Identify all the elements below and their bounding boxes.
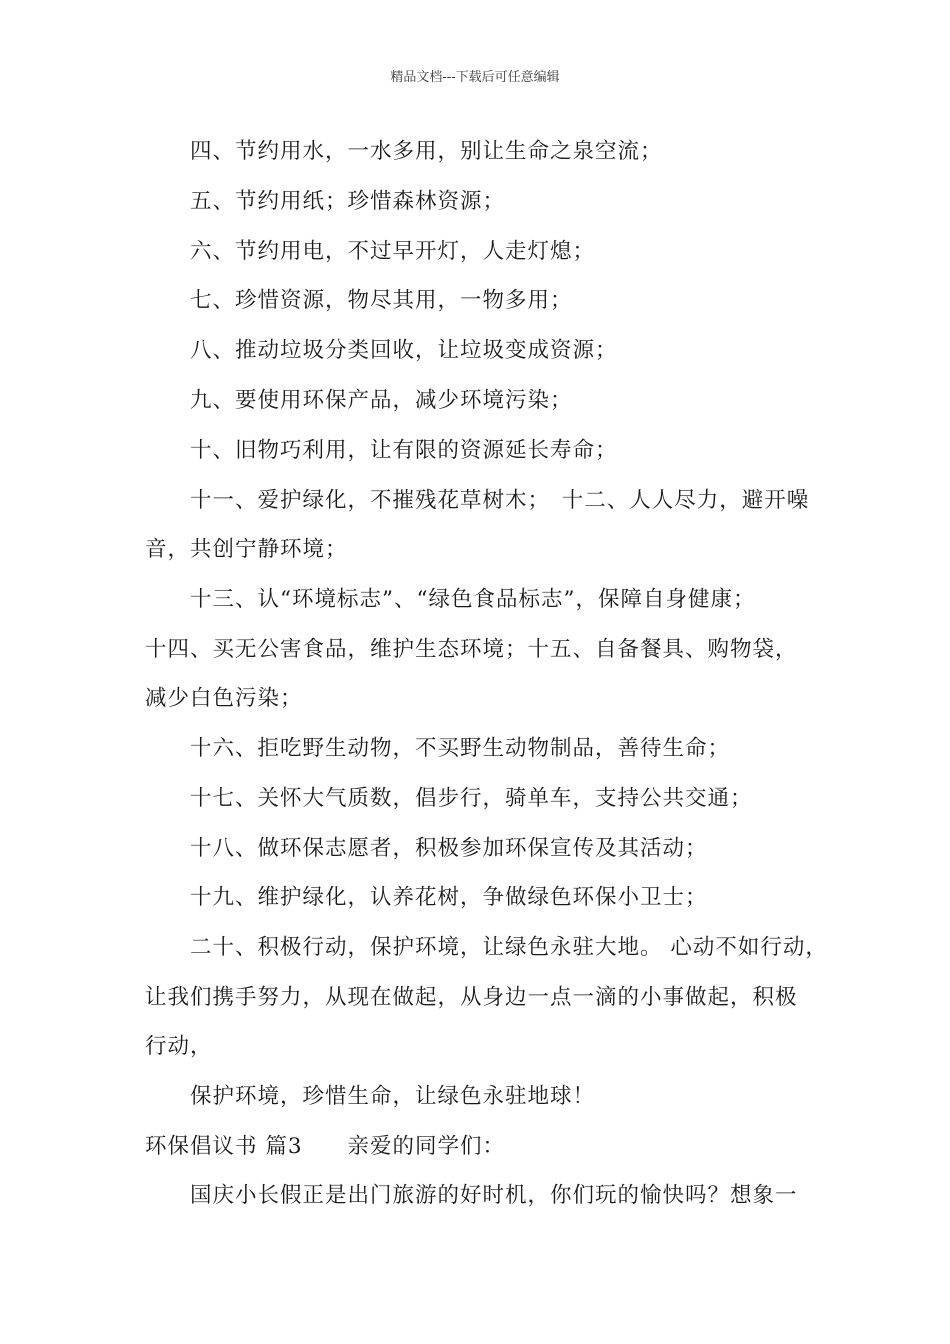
paragraph-line: 十六、拒吃野生动物，不买野生动物制品，善待生命；: [190, 736, 731, 761]
paragraph-line: 行动，: [145, 1034, 213, 1059]
paragraph-line: 八、推动垃圾分类回收，让垃圾变成资源；: [190, 338, 618, 363]
paragraph-line: 国庆小长假正是出门旅游的好时机，你们玩的愉快吗？想象一: [190, 1183, 798, 1208]
paragraph-line: 十八、做环保志愿者，积极参加环保宣传及其活动；: [190, 836, 708, 861]
paragraph-line: 减少白色污染；: [145, 686, 303, 711]
paragraph-line: 十七、关怀大气质数，倡步行，骑单车，支持公共交通；: [190, 786, 753, 811]
paragraph-line: 十一、爱护绿化，不摧残花草树木； 十二、人人尽力，避开噪: [190, 488, 810, 513]
paragraph-line: 十三、认“环境标志”、“绿色食品标志”，保障自身健康；: [190, 587, 756, 612]
page-header: 精品文档---下载后可任意编辑: [390, 70, 560, 85]
paragraph-line: 五、节约用纸；珍惜森林资源；: [190, 189, 506, 214]
paragraph-line: 让我们携手努力，从现在做起，从身边一点一滴的小事做起，积极: [145, 985, 798, 1010]
paragraph-line: 二十、积极行动，保护环境，让绿色永驻大地。 心动不如行动，: [190, 935, 828, 960]
paragraph-line: 四、节约用水，一水多用，别让生命之泉空流；: [190, 139, 663, 164]
section-heading: 环保倡议书 篇3 亲爱的同学们：: [145, 1134, 506, 1159]
paragraph-line: 九、要使用环保产品，减少环境污染；: [190, 388, 573, 413]
paragraph-line: 十、旧物巧利用，让有限的资源延长寿命；: [190, 438, 618, 463]
paragraph-line: 十九、维护绿化，认养花树，争做绿色环保小卫士；: [190, 885, 708, 910]
paragraph-line: 六、节约用电，不过早开灯，人走灯熄；: [190, 239, 596, 264]
paragraph-line: 十四、买无公害食品，维护生态环境；十五、自备餐具、购物袋，: [145, 637, 798, 662]
paragraph-line: 保护环境，珍惜生命，让绿色永驻地球！: [190, 1084, 596, 1109]
paragraph-line: 七、珍惜资源，物尽其用，一物多用；: [190, 288, 573, 313]
paragraph-line: 音，共创宁静环境；: [145, 537, 348, 562]
